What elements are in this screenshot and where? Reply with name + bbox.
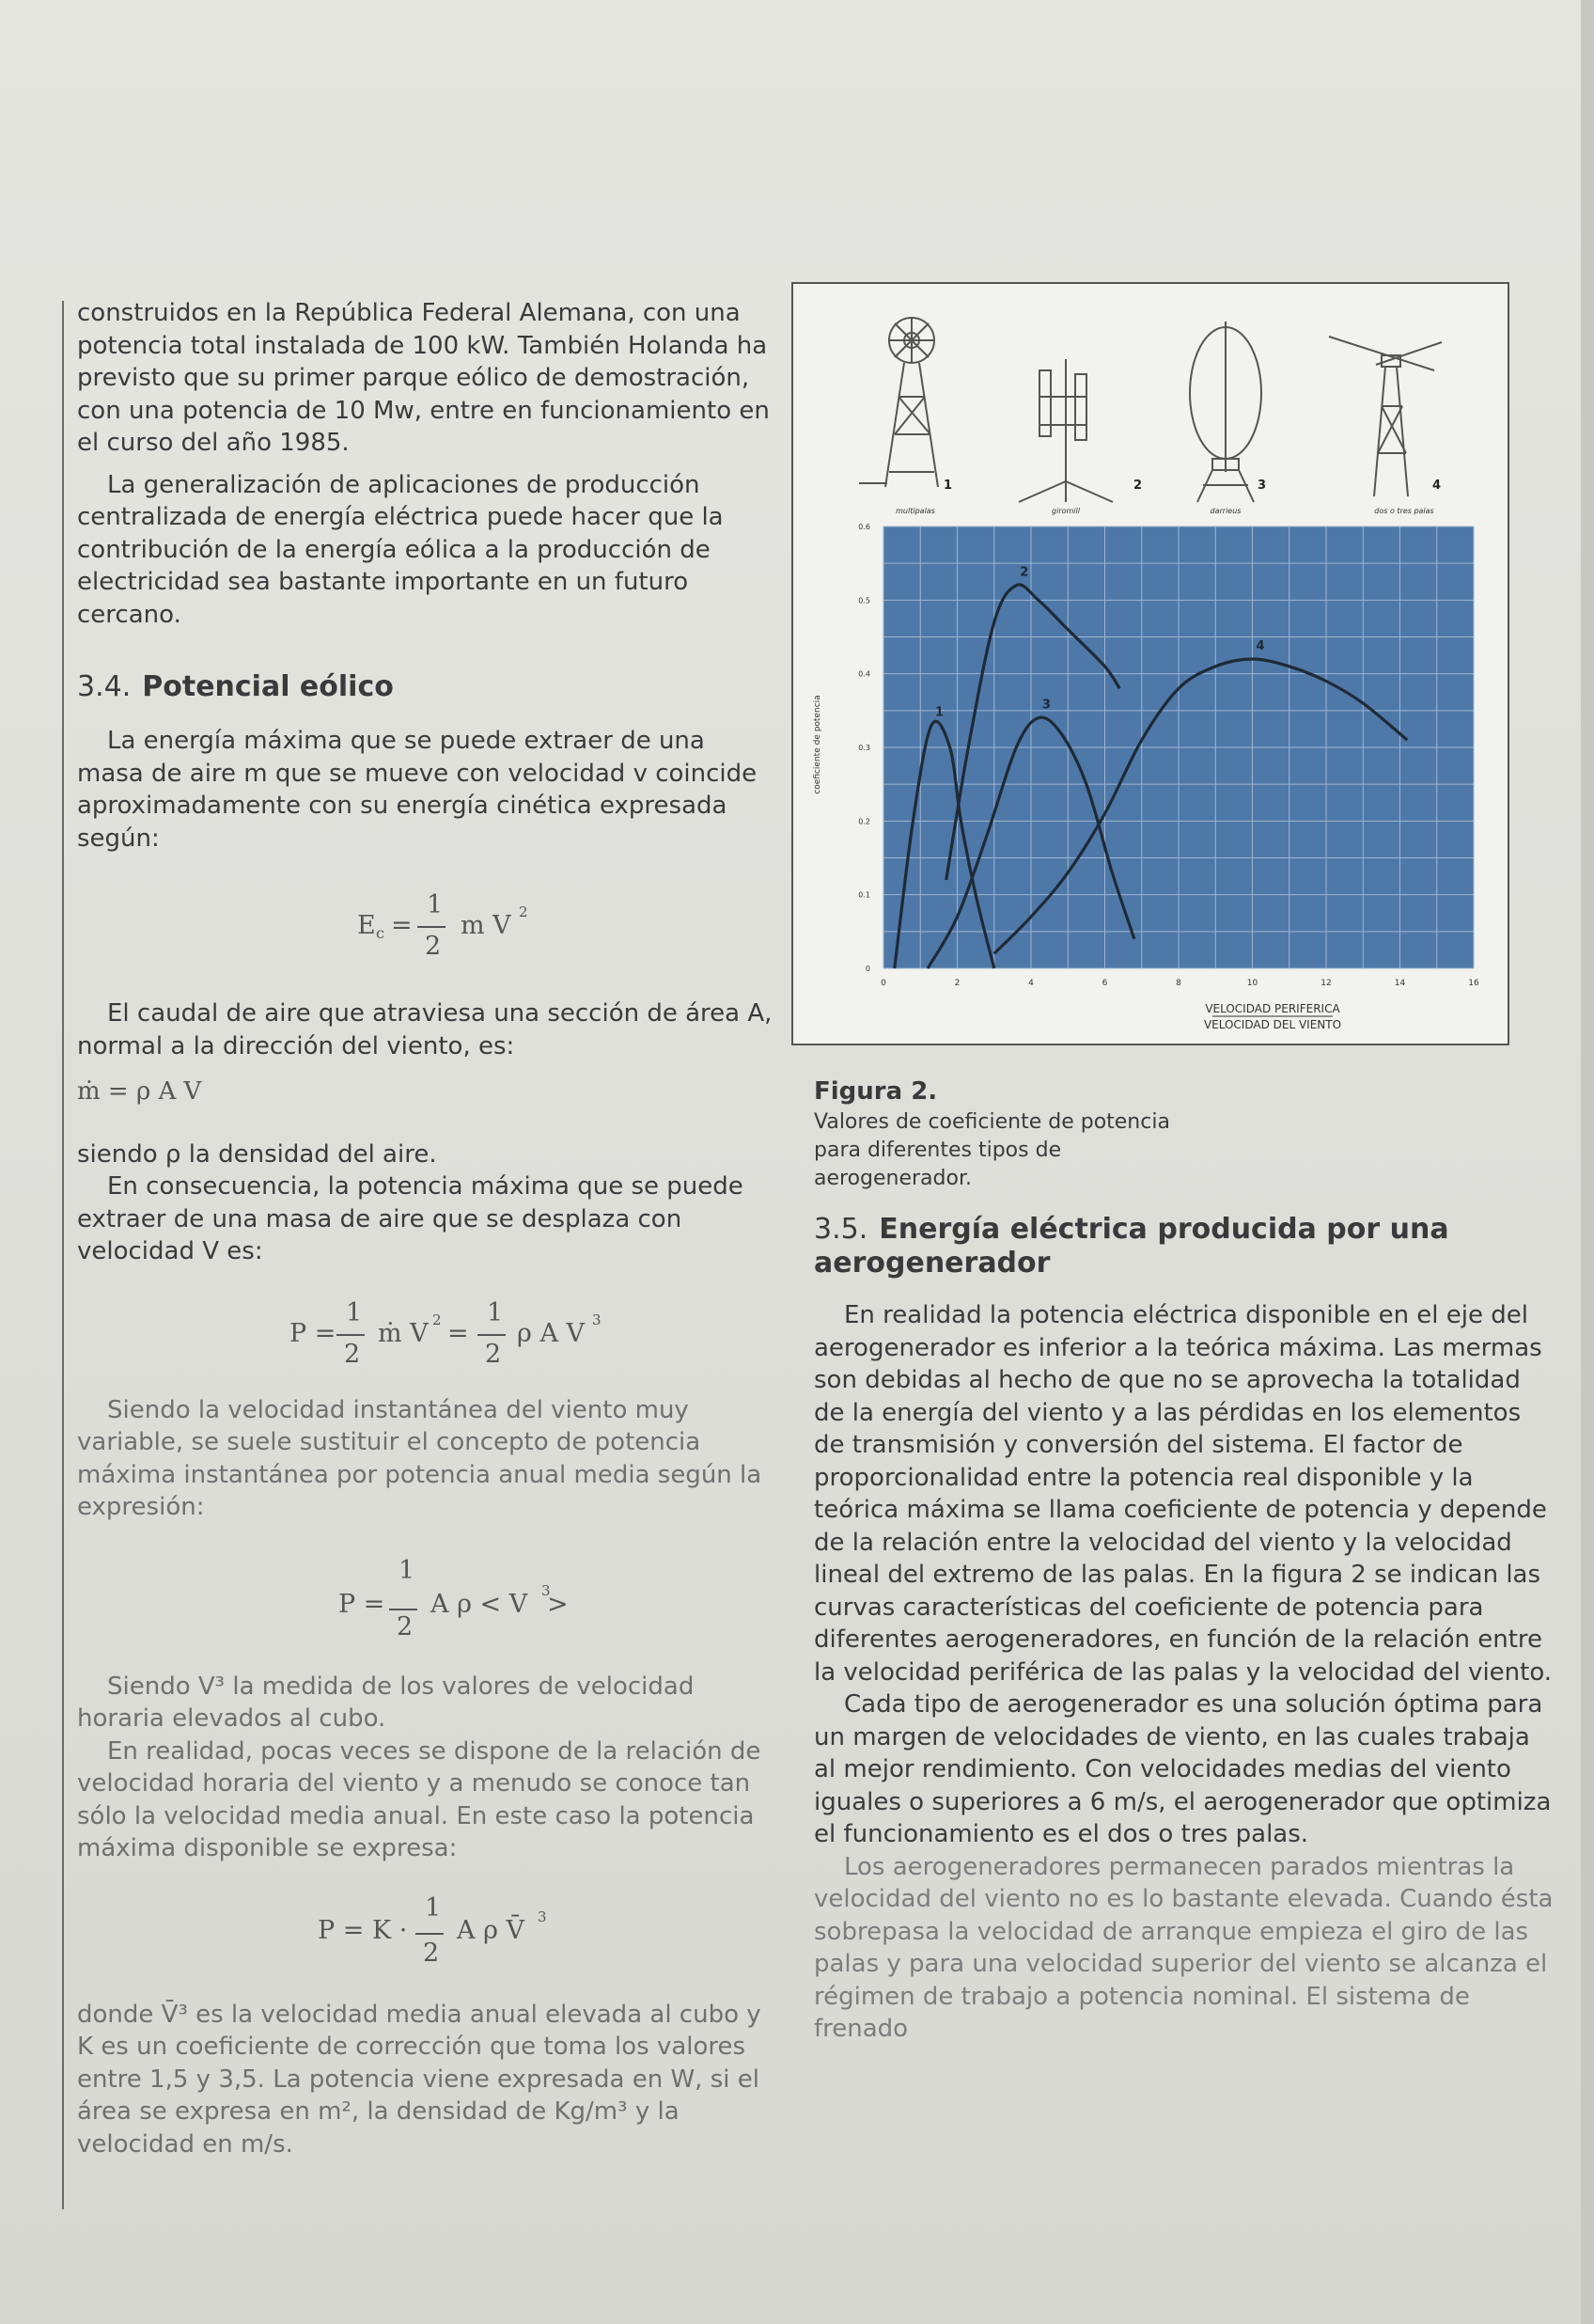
- formula-ec-sub: c: [376, 924, 384, 942]
- paragraph-cada-tipo: Cada tipo de aerogenerador es una solución óptima para un margen de velocidades de viento, en las cuales trabaja al mejor rendimiento. Con velocidades medias del viento iguales o superiores a 6 m/s, el aerogenerador que optimiza el funcionamiento es el dos o tres palas.: [814, 1690, 1552, 1848]
- formula-p2-close: >: [547, 1589, 569, 1619]
- formula-mass-flow: ṁ = ρ A V: [77, 1077, 202, 1106]
- paragraph-generalizacion: La generalización de aplicaciones de producción centralizada de energía eléctrica puede hacer que la contribución de la energía eólica a la producción de electricidad sea bastante importante en un futuro cercano.: [77, 470, 724, 629]
- formula-ec-eq: =: [391, 911, 413, 940]
- x-axis-label-numerator: VELOCIDAD PERIFERICA: [1205, 1002, 1340, 1015]
- formula-p1-mid: ṁ V: [378, 1318, 429, 1348]
- x-tick-label: 12: [1321, 979, 1332, 988]
- paragraph-caudal: El caudal de aire que atraviesa una sección de área A, normal a la dirección del viento, es:: [77, 999, 773, 1060]
- y-axis-label: coeficiente de potencia: [813, 695, 822, 794]
- figure-caption: [814, 1076, 1556, 1193]
- formula-ec-fraction-bar: [417, 926, 445, 928]
- intro-paragraph: construidos en la República Federal Alemana, con una potencia total instalada de 100 kW. También Holanda ha previsto que su primer parque eólico de demostración, con una potencia de 10 Mw, entre en funcionamiento en el curso del año 1985.: [77, 299, 770, 457]
- y-tick-label: 0.2: [858, 817, 870, 826]
- left-column: [77, 297, 773, 2160]
- formula-p3-den: 2: [423, 1938, 440, 1968]
- section-number: 3.4.: [77, 670, 132, 703]
- formula-p3-num: 1: [425, 1892, 442, 1923]
- x-tick-label: 2: [954, 979, 961, 988]
- formula-p1-eq2: =: [447, 1318, 469, 1348]
- formula-kinetic-energy: [77, 883, 773, 986]
- series-label-2: 2: [1020, 565, 1029, 580]
- turbine-name-label: multipalas: [896, 507, 935, 515]
- series-label-1: 1: [935, 705, 945, 720]
- formula-corrected-power: [77, 1888, 773, 1993]
- figure-caption-title: Figura 2.: [814, 1077, 938, 1106]
- formula-p1-rhs: ρ A V: [517, 1318, 586, 1348]
- section-number: 3.5.: [814, 1213, 868, 1246]
- page-edge: [1581, 0, 1594, 2324]
- figure-2-svg: [793, 284, 1508, 1044]
- paragraph-realidad-right: En realidad la potencia eléctrica disponible en el eje del aerogenerador es inferior a la teórica máxima. Las mermas son debidas al hecho de que no se aprovecha la totalidad de la energía del viento y a las pérdidas en los elementos de transmisión y conversión del sistema. El factor de proporcionalidad entre la potencia real disponible y la teórica máxima se llama coeficiente de potencia y depende de la relación entre la velocidad del viento y la velocidad lineal del extremo de las palas. En la figura 2 se indican las curvas características del coeficiente de potencia para diferentes aerogeneradores, en función de la relación entre la velocidad periférica de las palas y la velocidad del viento.: [814, 1301, 1553, 1687]
- paragraph-siendo: Siendo V³ la medida de los valores de velocidad horaria elevados al cubo.: [77, 1672, 695, 1733]
- turbine-giromill-illustration: [1019, 359, 1113, 502]
- x-tick-label: 4: [1028, 979, 1034, 988]
- paragraph-instantanea: Siendo la velocidad instantánea del viento muy variable, se suele sustituir el concepto de potencia máxima instantánea por potencia anual media según la expresión:: [77, 1395, 762, 1521]
- x-tick-label: 6: [1102, 979, 1108, 988]
- paragraph-parados: Los aerogeneradores permanecen parados mientras la velocidad del viento no es lo bastante elevada. Cuando ésta sobrepasa la velocidad de arranque empieza el giro de las palas y para una velocidad superior del viento se alcanza el régimen de trabajo a potencia nominal. El sistema de frenado: [814, 1852, 1554, 2043]
- turbine-dos-tres-palas-illustration: [1329, 337, 1442, 496]
- formula-p1-lhs: P =: [289, 1318, 336, 1348]
- formula-p1-bar2: [477, 1334, 506, 1336]
- y-tick-label: 0.6: [858, 523, 870, 531]
- formula-p2-num: 1: [398, 1555, 415, 1585]
- paragraph-donde: donde V̄³ es la velocidad media anual elevada al cubo y K es un coeficiente de corrección que toma los valores entre 1,5 y 3,5. La potencia viene expresada en W, si el área se expresa en m², la densidad de Kg/m³ y la velocidad en m/s.: [77, 2000, 761, 2159]
- turbine-darrieus-illustration: [1190, 322, 1261, 502]
- section-title: Energía eléctrica producida por una aerogenerador: [814, 1213, 1449, 1280]
- y-tick-label: 0.1: [858, 890, 870, 900]
- y-tick-label: 0.4: [858, 669, 870, 679]
- formula-ec-sup: 2: [519, 903, 528, 920]
- formula-p1-num1: 1: [346, 1297, 363, 1327]
- x-tick-label: 16: [1468, 979, 1479, 988]
- turbine-number-2: 2: [1133, 479, 1143, 493]
- section-title: Potencial eólico: [142, 670, 394, 703]
- formula-p1-sup2: 3: [592, 1311, 602, 1328]
- figure-caption-text: Valores de coeficiente de potencia para diferentes tipos de aerogenerador.: [814, 1109, 1170, 1190]
- paragraph-energia: La energía máxima que se puede extraer de una masa de aire m que se mueve con velocidad v coincide aproximadamente con su energía cinética expresada según:: [77, 727, 758, 853]
- formula-ec-den: 2: [425, 932, 442, 961]
- formula-max-power: [77, 1291, 773, 1385]
- formula-ec-num: 1: [427, 890, 444, 919]
- formula-p1-sup1: 2: [432, 1311, 442, 1328]
- turbine-number-1: 1: [944, 479, 953, 493]
- right-column: [814, 1213, 1556, 2046]
- formula-ec-rhs: m V: [461, 911, 511, 940]
- section-heading-3-4: [77, 670, 773, 704]
- formula-ec-lhs: E: [357, 911, 376, 940]
- turbine-number-3: 3: [1258, 479, 1267, 493]
- formula-p2-lhs: P =: [338, 1589, 385, 1619]
- paragraph-densidad: siendo ρ la densidad del aire.: [77, 1139, 437, 1169]
- x-tick-label: 8: [1176, 979, 1181, 988]
- formula-p1-num2: 1: [487, 1297, 504, 1327]
- formula-p1-den2: 2: [485, 1339, 502, 1369]
- turbine-number-4: 4: [1432, 479, 1442, 493]
- x-tick-label: 10: [1246, 979, 1258, 988]
- section-heading-3-5: [814, 1213, 1556, 1280]
- formula-p2-sup: 3: [541, 1581, 551, 1599]
- formula-p1-den1: 2: [344, 1339, 361, 1369]
- formula-p3-lhs: P = K ·: [318, 1915, 408, 1945]
- series-label-3: 3: [1041, 698, 1051, 713]
- formula-p3-sup: 3: [538, 1908, 547, 1925]
- series-label-4: 4: [1256, 639, 1265, 653]
- turbine-name-label: darrieus: [1210, 507, 1242, 515]
- x-tick-label: 0: [881, 979, 886, 988]
- power-coefficient-chart: [813, 523, 1479, 1031]
- turbine-name-label: dos o tres palas: [1374, 507, 1434, 515]
- formula-p2-bar: [389, 1609, 417, 1610]
- y-tick-label: 0.3: [858, 744, 870, 752]
- formula-p3-rhs: A ρ V̄: [457, 1915, 525, 1945]
- turbine-multipalas-illustration: [859, 318, 938, 487]
- turbine-name-label: giromill: [1052, 507, 1080, 515]
- formula-p1-bar1: [336, 1334, 365, 1336]
- formula-p2-rhs: A ρ < V: [430, 1589, 528, 1619]
- x-axis-label-denominator: VELOCIDAD DEL VIENTO: [1203, 1018, 1342, 1031]
- paragraph-consecuencia: En consecuencia, la potencia máxima que se puede extraer de una masa de aire que se desplaza con velocidad V es:: [77, 1172, 743, 1265]
- left-column-rule: [62, 301, 64, 2209]
- y-tick-label: 0: [865, 965, 870, 973]
- formula-p2-den: 2: [397, 1611, 414, 1641]
- x-tick-label: 14: [1394, 979, 1406, 988]
- y-tick-label: 0.5: [858, 596, 870, 605]
- formula-annual-power: [77, 1552, 773, 1663]
- formula-p3-bar: [415, 1933, 444, 1935]
- paragraph-realidad-left: En realidad, pocas veces se dispone de la relación de velocidad horaria del viento y a menudo se conoce tan sólo la velocidad media anual. En este caso la potencia máxima disponible se expresa:: [77, 1736, 761, 1862]
- figure-2-box: [791, 282, 1509, 1045]
